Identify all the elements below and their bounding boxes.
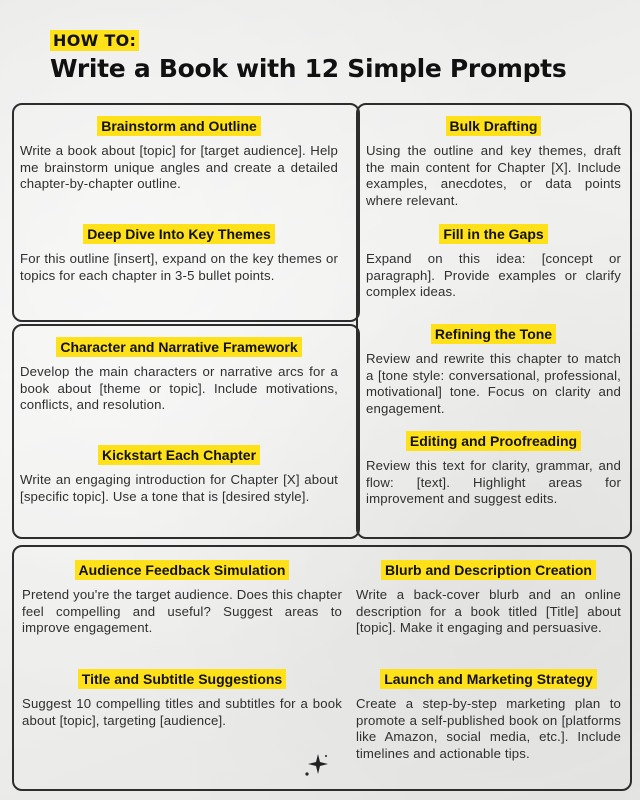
prompt-body: Review and rewrite this chapter to match a [tone style: conversational, professional, motivational] tone. Focus on clarity and engagement.	[366, 351, 621, 416]
prompt-body: Review this text for clarity, grammar, and flow: [text]. Highlight areas for improvement and suggest edits.	[366, 458, 621, 506]
prompt-card-brainstorm	[20, 118, 338, 193]
prompt-heading: Bulk Drafting	[446, 116, 542, 136]
prompt-card-fill-gaps	[366, 226, 621, 301]
prompt-card-title-suggestions	[22, 671, 342, 729]
prompt-heading: Brainstorm and Outline	[97, 116, 261, 136]
prompt-heading: Editing and Proofreading	[406, 431, 581, 451]
prompt-body: Write an engaging introduction for Chapter [X] about [specific topic]. Use a tone that is [desired style].	[20, 472, 338, 504]
prompt-heading: Title and Subtitle Suggestions	[78, 669, 286, 689]
prompt-body: Suggest 10 compelling titles and subtitles for a book about [topic], targeting [audience].	[22, 696, 342, 728]
page-title: Write a Book with 12 Simple Prompts	[50, 54, 567, 83]
sparkle-icon	[302, 752, 330, 780]
prompt-body: Using the outline and key themes, draft the main content for Chapter [X]. Include examples, anecdotes, or data points where relevant.	[366, 143, 621, 208]
prompt-card-refining-tone	[366, 326, 621, 417]
prompt-heading: Fill in the Gaps	[439, 224, 547, 244]
prompt-card-blurb	[356, 562, 621, 637]
prompt-card-bulk-drafting	[366, 118, 621, 209]
prompt-card-editing	[366, 433, 621, 508]
prompt-heading: Deep Dive Into Key Themes	[83, 224, 275, 244]
prompt-body: Pretend you're the target audience. Does this chapter feel compelling and useful? Suggest areas to improve engagement.	[22, 587, 342, 635]
prompt-body: Write a back-cover blurb and an online description for a book titled [Title] about [topic]. Make it engaging and persuasive.	[356, 587, 621, 635]
prompt-card-launch	[356, 671, 621, 762]
prompt-body: Write a book about [topic] for [target audience]. Help me brainstorm unique angles and create a detailed chapter-by-chapter outline.	[20, 143, 338, 191]
prompt-heading: Refining the Tone	[431, 324, 556, 344]
howto-label: HOW TO:	[50, 30, 139, 51]
prompt-heading: Audience Feedback Simulation	[75, 560, 290, 580]
prompt-body: For this outline [insert], expand on the key themes or topics for each chapter in 3-5 bullet points.	[20, 251, 338, 283]
prompt-body: Create a step-by-step marketing plan to promote a self-published book on [platforms like Amazon, social media, etc.]. Include timelines and actionable tips.	[356, 696, 621, 761]
prompt-heading: Character and Narrative Framework	[56, 337, 301, 357]
prompt-card-kickstart	[20, 447, 338, 505]
prompt-heading: Launch and Marketing Strategy	[380, 669, 596, 689]
prompt-body: Expand on this idea: [concept or paragraph]. Provide examples or clarify complex ideas.	[366, 251, 621, 299]
prompt-card-audience-feedback	[22, 562, 342, 637]
prompt-card-key-themes	[20, 226, 338, 284]
header	[50, 30, 566, 83]
prompt-card-character	[20, 339, 338, 414]
prompt-body: Develop the main characters or narrative arcs for a book about [theme or topic]. Include motivations, conflicts, and resolution.	[20, 364, 338, 412]
prompt-heading: Blurb and Description Creation	[381, 560, 596, 580]
prompt-heading: Kickstart Each Chapter	[98, 445, 260, 465]
